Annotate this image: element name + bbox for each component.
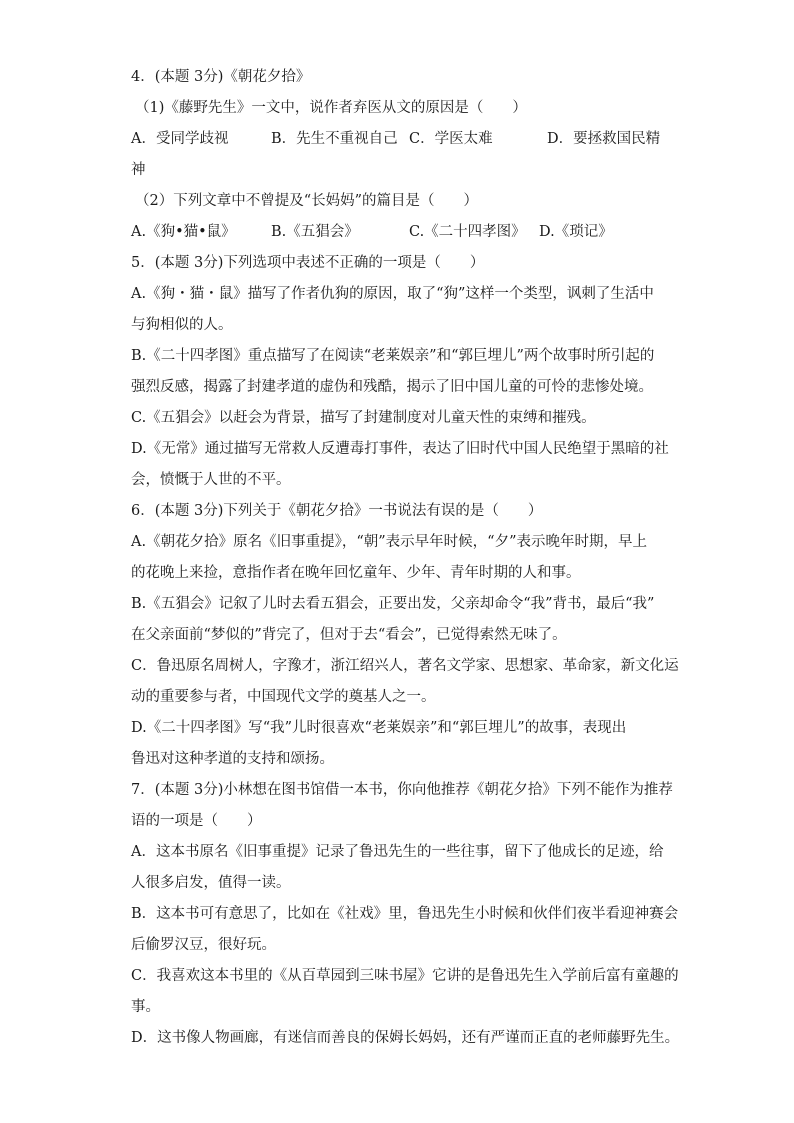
question-6-header: 6．(本题 3分)下列关于《朝花夕拾》一书说法有误的是（ ） bbox=[131, 503, 543, 519]
exam-page bbox=[131, 62, 680, 1054]
question-5-line: A.《狗・猫・鼠》描写了作者仇狗的原因，取了“狗”这样一个类型，讽刺了生活中 bbox=[131, 286, 654, 302]
option-b: B．先生不重视自己 bbox=[271, 131, 398, 147]
question-7-line: 后偷罗汉豆，很好玩。 bbox=[131, 937, 276, 953]
question-6-line: 鲁迅对这种孝道的支持和颂扬。 bbox=[131, 751, 334, 767]
question-7-header-wrap: 语的一项是（ ） bbox=[131, 813, 262, 829]
question-5-line: 会，愤慨于人世的不平。 bbox=[131, 472, 291, 488]
question-4-sub1: （1)《藤野先生》一文中，说作者弃医从文的原因是（ ） bbox=[135, 100, 527, 116]
question-6-line: B.《五猖会》记叙了儿时去看五猖会，正要出发，父亲却命令“我”背书，最后“我” bbox=[131, 596, 655, 612]
option-c: C．学医太难 bbox=[409, 131, 493, 147]
question-5-line: C.《五猖会》以赶会为背景，描写了封建制度对儿童天性的束缚和摧残。 bbox=[131, 410, 596, 426]
option-b: B.《五猖会》 bbox=[271, 224, 359, 240]
question-6-line: 的花晚上来捡，意指作者在晚年回忆童年、少年、青年时期的人和事。 bbox=[131, 565, 581, 581]
question-4-sub2-options bbox=[131, 217, 671, 248]
question-5-line: 强烈反感，揭露了封建孝道的虚伪和残酷，揭示了旧中国儿童的可怜的悲惨处境。 bbox=[131, 379, 653, 395]
question-7-line: B．这本书可有意思了，比如在《社戏》里，鲁迅先生小时候和伙伴们夜半看迎神赛会 bbox=[131, 906, 679, 922]
question-5-line: 与狗相似的人。 bbox=[131, 317, 233, 333]
option-a: A．受同学歧视 bbox=[131, 131, 229, 147]
question-4-sub2: （2）下列文章中不曾提及“长妈妈”的篇目是（ ） bbox=[135, 193, 479, 209]
question-5-header: 5．(本题 3分)下列选项中表述不正确的一项是（ ） bbox=[131, 255, 485, 271]
question-6-line: A.《朝花夕拾》原名《旧事重提》，“朝”表示早年时候，“夕”表示晚年时期，早上 bbox=[131, 534, 647, 550]
question-4-sub1-wrap: 神 bbox=[131, 162, 146, 178]
question-7-line: C．我喜欢这本书里的《从百草园到三味书屋》它讲的是鲁迅先生入学前后富有童趣的 bbox=[131, 968, 679, 984]
option-d: D.《琐记》 bbox=[539, 224, 613, 240]
option-a: A.《狗•猫•鼠》 bbox=[131, 224, 236, 240]
question-6-line: C．鲁迅原名周树人，字豫才，浙江绍兴人，著名文学家、思想家、革命家，新文化运 bbox=[131, 658, 679, 674]
question-5-line: B.《二十四孝图》重点描写了在阅读“老莱娱亲”和“郭巨埋儿”两个故事时所引起的 bbox=[131, 348, 655, 364]
question-4-header: 4．(本题 3分)《朝花夕拾》 bbox=[131, 69, 311, 85]
question-7-header: 7．(本题 3分)小林想在图书馆借一本书，你向他推荐《朝花夕拾》下列不能作为推荐 bbox=[131, 782, 673, 798]
question-5-line: D.《无常》通过描写无常救人反遭毒打事件，表达了旧时代中国人民绝望于黑暗的社 bbox=[131, 441, 669, 457]
question-7-line: 人很多启发，值得一读。 bbox=[131, 875, 291, 891]
question-6-line: 在父亲面前“梦似的”背完了，但对于去“看会”，已觉得索然无味了。 bbox=[131, 627, 567, 643]
question-6-line: 动的重要参与者，中国现代文学的奠基人之一。 bbox=[131, 689, 436, 705]
question-7-line: D．这书像人物画廊，有迷信而善良的保姆长妈妈，还有严谨而正直的老师藤野先生。 bbox=[131, 1030, 680, 1046]
question-7-line: 事。 bbox=[131, 999, 160, 1015]
question-7-line: A．这本书原名《旧事重提》记录了鲁迅先生的一些往事，留下了他成长的足迹，给 bbox=[131, 844, 664, 860]
option-d: D．要拯救国民精 bbox=[547, 131, 661, 147]
option-c: C.《二十四孝图》 bbox=[409, 224, 526, 240]
question-4-sub1-options bbox=[131, 124, 671, 155]
question-6-line: D.《二十四孝图》写“我”儿时很喜欢“老莱娱亲”和“郭巨埋儿”的故事，表现出 bbox=[131, 720, 627, 736]
